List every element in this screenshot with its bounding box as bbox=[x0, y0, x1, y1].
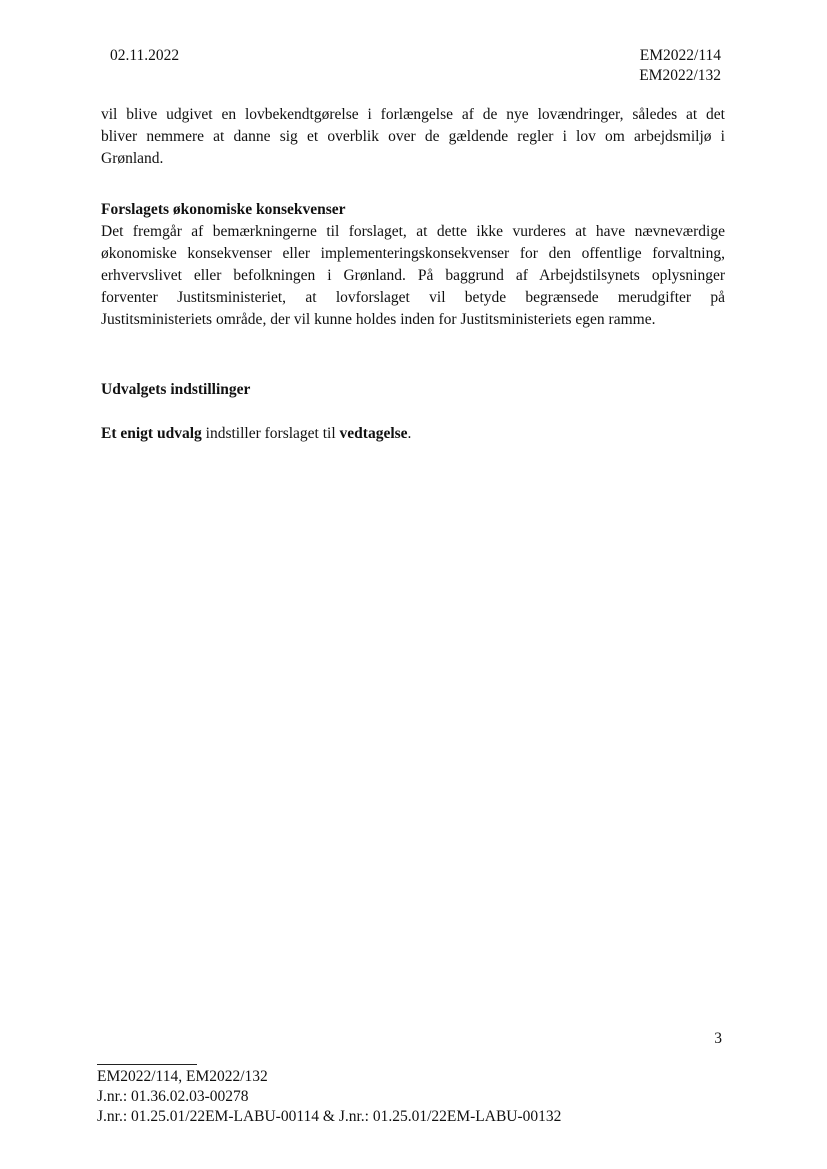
page-number: 3 bbox=[714, 1030, 722, 1047]
recommendation-subject: Et enigt udvalg bbox=[101, 425, 202, 442]
economic-consequences-paragraph bbox=[101, 221, 725, 331]
footer-divider bbox=[97, 1064, 197, 1065]
paragraph-line: Grønland. bbox=[101, 150, 164, 167]
section-heading-committee-recommendations: Udvalgets indstillinger bbox=[101, 381, 251, 398]
footer bbox=[97, 1067, 561, 1127]
paragraph-line: vil blive udgivet en lovbekendtgørelse i forlængelse af de nye lovændringer, således at det bbox=[101, 106, 725, 123]
paragraph-line: erhvervslivet eller befolkningen i Grønland. På baggrund af Arbejdstilsynets oplysninger bbox=[101, 267, 725, 284]
paragraph-line: Det fremgår af bemærkningerne til forslaget, at dette ikke vurderes at have nævneværdige bbox=[101, 223, 725, 240]
header-case-references bbox=[639, 46, 721, 86]
recommendation-decision: vedtagelse bbox=[339, 425, 408, 442]
header-case-ref: EM2022/132 bbox=[639, 67, 721, 84]
recommendation-paragraph bbox=[101, 423, 411, 445]
footer-line: J.nr.: 01.25.01/22EM-LABU-00114 & J.nr.: 01.25.01/22EM-LABU-00132 bbox=[97, 1108, 562, 1125]
paragraph-line: forventer Justitsministeriet, at lovforslaget vil betyde begrænsede merudgifter på bbox=[101, 289, 725, 306]
recommendation-text: indstiller forslaget til bbox=[201, 425, 340, 442]
header-case-ref: EM2022/114 bbox=[639, 47, 721, 64]
paragraph-line: Justitsministeriets område, der vil kunne holdes inden for Justitsministeriets egen ramme. bbox=[101, 311, 656, 328]
recommendation-period: . bbox=[407, 425, 412, 442]
paragraph-line: økonomiske konsekvenser eller implementeringskonsekvenser for den offentlige forvaltning, bbox=[101, 245, 725, 262]
intro-paragraph bbox=[101, 104, 725, 170]
header-date: 02.11.2022 bbox=[110, 47, 180, 64]
paragraph-line: bliver nemmere at danne sig et overblik over de gældende regler i lov om arbejdsmiljø i bbox=[101, 128, 725, 145]
footer-line: EM2022/114, EM2022/132 bbox=[97, 1068, 268, 1085]
section-heading-economic-consequences: Forslagets økonomiske konsekvenser bbox=[101, 201, 346, 218]
footer-line: J.nr.: 01.36.02.03-00278 bbox=[97, 1088, 249, 1105]
